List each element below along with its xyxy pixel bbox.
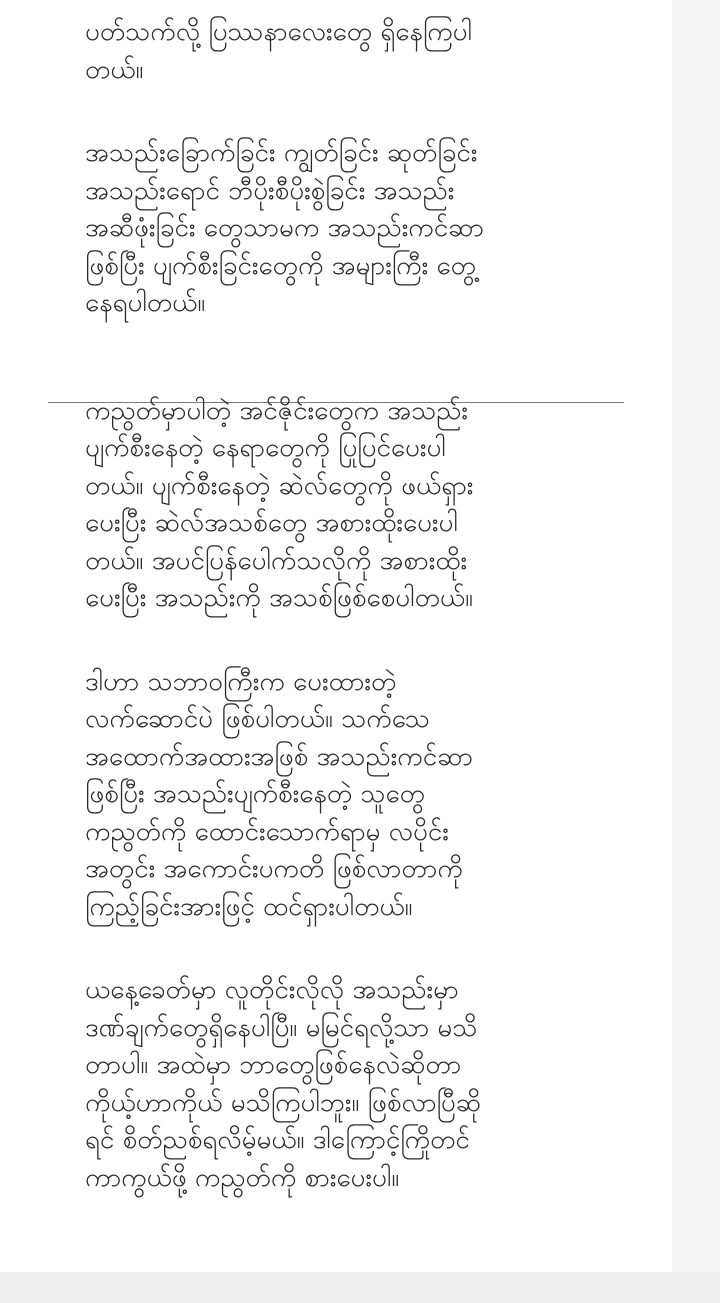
- paragraph-line: အတွင်း အကောင်းပကတိ ဖြစ်လာတာကို: [85, 854, 463, 884]
- paragraph-2: [85, 135, 645, 323]
- paragraph-line: ပေးပြီး ဆဲလ်အသစ်တွေ အစားထိုးပေးပါ: [85, 508, 458, 538]
- paragraph-line: အထောက်အထားအဖြစ် အသည်းကင်ဆာ: [85, 741, 473, 772]
- paragraph-1: [85, 14, 645, 89]
- paragraph-line: အသည်းခြောက်ခြင်း ကျွတ်ခြင်း ဆုတ်ခြင်း: [85, 138, 478, 168]
- paragraph-spacer: [85, 89, 645, 135]
- paragraph-line: ဖြစ်ပြီး ပျက်စီးခြင်းတွေကို အများကြီး တွေ့: [85, 250, 476, 281]
- paragraph-4: [85, 664, 645, 927]
- paragraph-spacer: [85, 926, 645, 972]
- paragraph-line: ပျက်စီးနေတဲ့ နေရာတွေကို ပြုပြင်ပေးပါ: [85, 433, 446, 463]
- paragraph-line: အဆီဖုံးခြင်း တွေသာမက အသည်းကင်ဆာ: [85, 213, 484, 243]
- paragraph-5: [85, 972, 645, 1197]
- paragraph-line: လက်ဆောင်ပဲ ဖြစ်ပါတယ်။ သက်သေ: [85, 704, 430, 734]
- paragraph-line: ဒဏ်ချက်တွေရှိနေပါပြီ။ မမြင်ရလို့သာ မသိ: [85, 1012, 478, 1043]
- paragraph-line: တယ်။ ပျက်စီးနေတဲ့ ဆဲလ်တွေကို ဖယ်ရှား: [85, 470, 474, 501]
- screen-edge-shade: [672, 0, 720, 1303]
- article-body: [85, 14, 645, 1197]
- paragraph-line: ကာကွယ်ဖို့ ကညွတ်ကို စားပေးပါ။: [85, 1162, 400, 1193]
- paragraph-line: ဒါဟာ သဘာဝကြီးက ပေးထားတဲ့: [85, 666, 397, 697]
- paragraph-line: ယနေ့ခေတ်မှာ လူတိုင်းလိုလို အသည်းမှာ: [85, 975, 459, 1005]
- paragraph-line: ဖြစ်ပြီး အသည်းပျက်စီးနေတဲ့ သူတွေ: [85, 779, 425, 809]
- paragraph-line: နေရပါတယ်။: [85, 288, 206, 318]
- paragraph-spacer: [85, 618, 645, 664]
- paragraph-line: ကညွတ်မှာပါတဲ့ အင်ဇိုင်းတွေက အသည်း: [85, 395, 468, 426]
- paragraph-3: [85, 393, 645, 618]
- paragraph-line: ပေးပြီး အသည်းကို အသစ်ဖြစ်စေပါတယ်။: [85, 583, 474, 613]
- paragraph-line: တာပါ။ အထဲမှာ ဘာတွေဖြစ်နေလဲဆိုတာ: [85, 1050, 462, 1080]
- paragraph-line: ပတ်သက်လို့ ပြဿနာလေးတွေ ရှိနေကြပါ: [85, 17, 472, 47]
- paragraph-line: တယ်။: [85, 54, 144, 85]
- paragraph-line: အသည်းရောင် ဘီပိုးစီပိုးစွဲခြင်း အသည်း: [85, 175, 455, 206]
- paragraph-line: ကိုယ့်ဟာကိုယ် မသိကြပါဘူး။ ဖြစ်လာပြီဆို: [85, 1087, 481, 1118]
- screen-bottom-shade: [0, 1272, 720, 1303]
- paragraph-line: ကြည့်ခြင်းအားဖြင့် ထင်ရှားပါတယ်။: [85, 891, 413, 922]
- paragraph-line: တယ်။ အပင်ပြန်ပေါက်သလိုကို အစားထိုး: [85, 545, 468, 576]
- paragraph-line: ရင် စိတ်ညစ်ရလိမ့်မယ်။ ဒါကြောင့်ကြိုတင်: [85, 1125, 470, 1155]
- paragraph-line: ကညွတ်ကို ထောင်းသောက်ရာမှ လပိုင်း: [85, 816, 449, 847]
- section-spacer: [85, 323, 645, 393]
